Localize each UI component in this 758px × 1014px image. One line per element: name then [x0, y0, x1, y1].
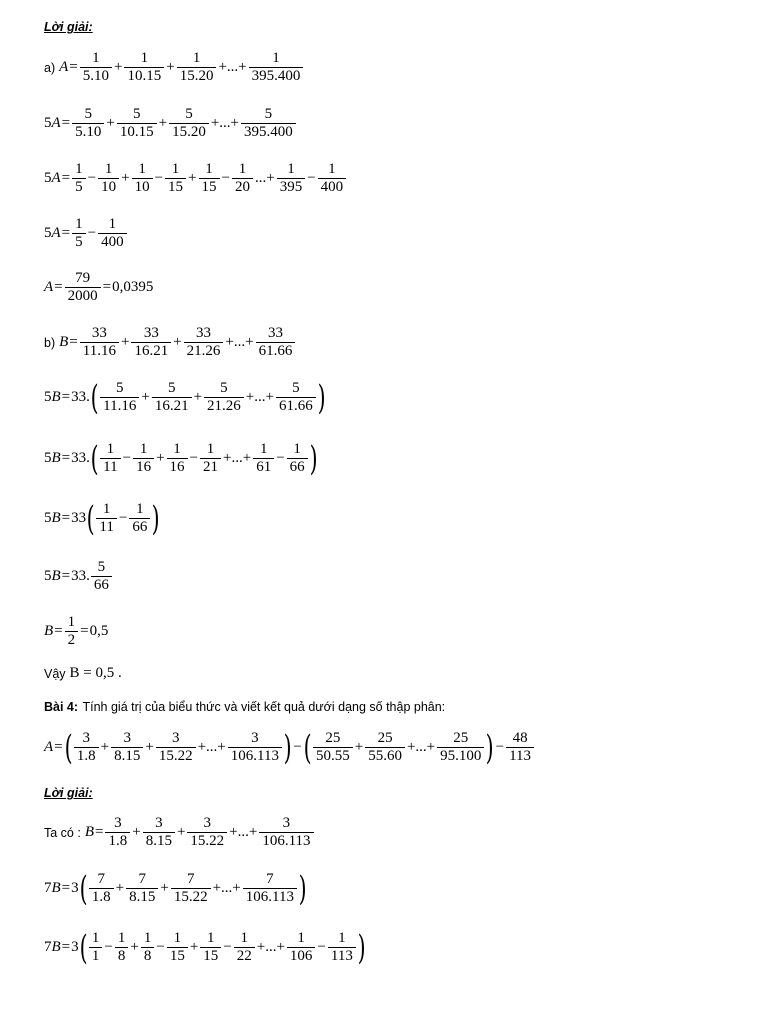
eq-a-result: A = $\frac{79}{2000}$ = 0,0395 [44, 270, 154, 304]
eq-5b: 5 B = 33. ( $\frac{5}{11.16}$ + $\frac{5}{16.21}$ + $\frac{5}{21.26}$ +...+ $\frac{5}{61.66}$ ) [44, 377, 326, 418]
eq-5a: 5 A = $\frac{5}{5.10}$ + $\frac{5}{10.15}$ + $\frac{5}{15.20}$ +...+ $\frac{5}{395.400}$ [44, 106, 297, 141]
eq-5a-simplified: 5 A = $\frac{1}{5}$ − $\frac{1}{400}$ [44, 216, 128, 251]
eq-5a-telescope: 5 A = $\frac{1}{5}$ − $\frac{1}{10}$ + $\frac{1}{10}$ − $\frac{1}{15}$ + $\frac{1}{15}$ − $\frac{1}{20}$ ...+ $\frac{1}{395}$ − $\frac{1}{400}$ [44, 161, 347, 196]
eq-5b-product: 5 B = 33. $\frac{5}{66}$ [44, 559, 113, 594]
eq-7b-telescope: 7 B = 3 ( $\frac{1}{1}$ − $\frac{1}{8}$ + $\frac{1}{8}$ − $\frac{1}{15}$ + $\frac{1}{15}$ − $\frac{1}{22}$ +...+ $\frac{1}{106}$ − $\frac{1}{113}$ ) [44, 927, 366, 968]
vay-label: Vậy [44, 666, 66, 681]
eq-taco: Ta có : B = $\frac{3}{1.8}$ + $\frac{3}{8.15}$ + $\frac{3}{15.22}$ +...+ $\frac{3}{106.113}$ [44, 815, 315, 850]
eq-problem4: A = ( $\frac{3}{1.8}$ + $\frac{3}{8.15}$ + $\frac{3}{15.22}$ +...+ $\frac{3}{106.113}$ ) − ( $\frac{25}{50.55}$ + $\frac{25}{55.60}$ +...+ $\frac{25}{95.100}$ ) − $\frac{48}{113}$ [44, 730, 535, 765]
eq-5b-telescope: 5 B = 33. ( $\frac{1}{11}$ − $\frac{1}{16}$ + $\frac{1}{16}$ − $\frac{1}{21}$ +...+ $\frac{1}{61}$ − $\frac{1}{66}$ ) [44, 438, 318, 479]
problem-4-label: Bài 4: [44, 700, 79, 714]
problem-4-text: Tính giá trị của biểu thức và viết kết quả dưới dạng số thập phân: [82, 700, 446, 714]
problem-4 [44, 698, 445, 716]
conclusion [44, 665, 122, 682]
solution-heading: Lời giải: [44, 20, 93, 34]
eq-a-def: a) A = $\frac{1}{5.10}$ + $\frac{1}{10.15}$ + $\frac{1}{15.20}$ +...+ $\frac{1}{395.400}$ [44, 50, 304, 85]
eq-b-def: b) B = $\frac{33}{11.16}$ + $\frac{33}{16.21}$ + $\frac{33}{21.26}$ +...+ $\frac{33}{61.66}$ [44, 325, 296, 360]
b-decimal: 0,5 [89, 623, 109, 639]
part-b-label: b) [44, 335, 56, 350]
taco-label: Ta có : [44, 825, 81, 840]
eq-b-result: B = $\frac{1}{2}$ = 0,5 [44, 614, 109, 648]
solution-heading-2: Lời giải: [44, 786, 93, 800]
a-decimal: 0,0395 [112, 279, 154, 295]
eq-5b-simplified: 5 B = 33 ( $\frac{1}{11}$ − $\frac{1}{66}$ ) [44, 498, 160, 539]
eq-7b: 7 B = 3 ( $\frac{7}{1.8}$ + $\frac{7}{8.15}$ + $\frac{7}{15.22}$ +...+ $\frac{7}{106.113}$ ) [44, 868, 307, 909]
conclusion-expr: B = 0,5 . [69, 665, 122, 681]
part-a-label: a) [44, 60, 56, 75]
